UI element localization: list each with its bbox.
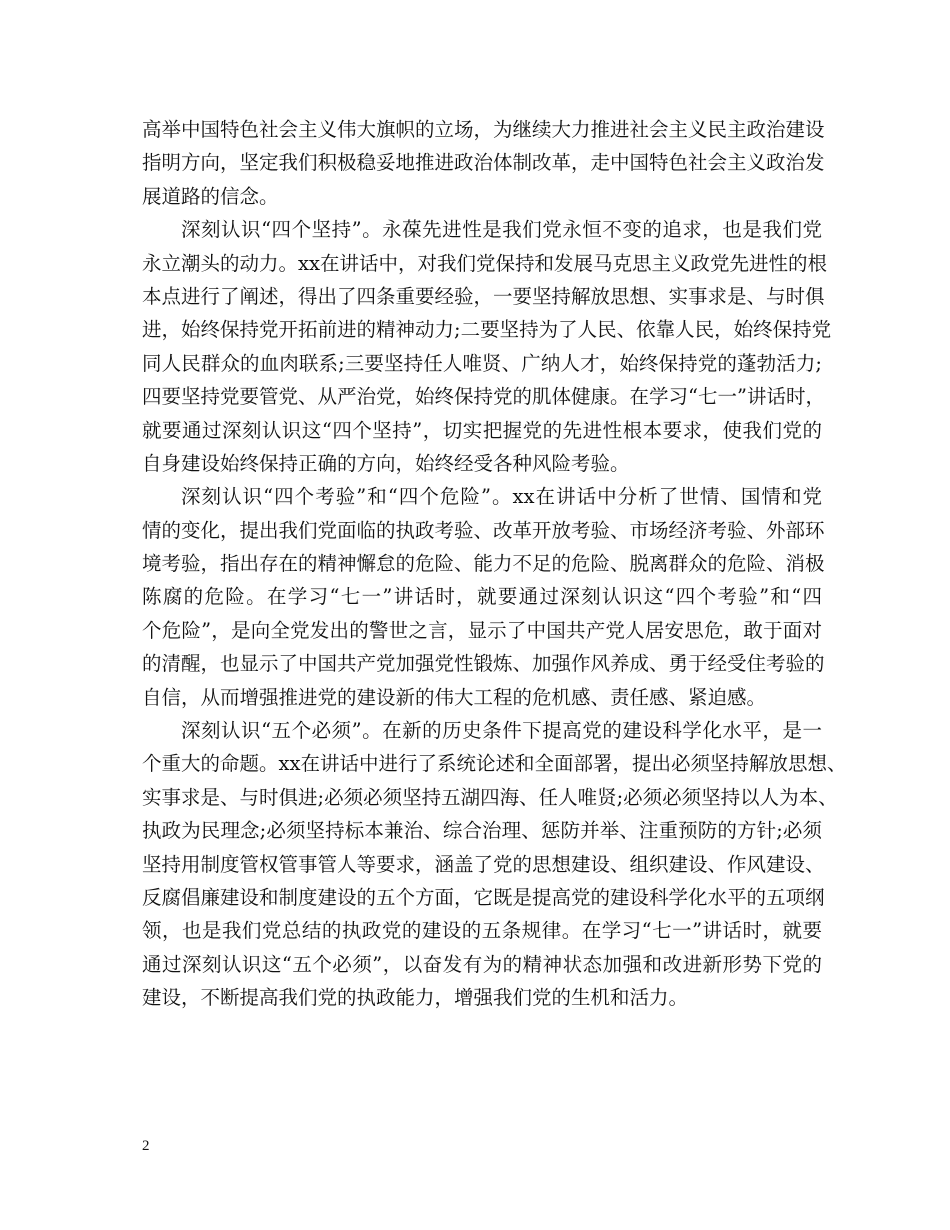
text-line: 坚持用制度管权管事管人等要求，涵盖了党的思想建设、组织建设、作风建设、	[142, 852, 825, 876]
text-line: 实事求是、与时俱进;必须必须坚持五湖四海、任人唯贤;必须必须坚持以人为本、	[142, 785, 838, 809]
text-line: 通过深刻认识这“五个必须”，以奋发有为的精神状态加强和改进新形势下党的	[142, 952, 822, 976]
text-line: 个危险”，是向全党发出的警世之言，显示了中国共产党人居安思危，敢于面对	[142, 618, 822, 642]
text-line: 同人民群众的血肉联系;三要坚持任人唯贤、广纳人才，始终保持党的蓬勃活力;	[142, 351, 822, 375]
text-line: 建设，不断提高我们党的执政能力，增强我们党的生机和活力。	[142, 986, 689, 1010]
paragraph-first-line: 深刻认识“四个考验”和“四个危险”。xx在讲话中分析了世情、国情和党	[181, 485, 822, 509]
text-line: 个重大的命题。xx在讲话中进行了系统论述和全面部署，提出必须坚持解放思想、	[142, 752, 847, 776]
body-text	[142, 113, 847, 1015]
text-line: 自身建设始终保持正确的方向，始终经受各种风险考验。	[142, 451, 630, 475]
text-line: 高举中国特色社会主义伟大旗帜的立场，为继续大力推进社会主义民主政治建设	[142, 118, 825, 141]
text-line: 展道路的信念。	[142, 184, 279, 208]
text-line: 陈腐的危险。在学习“七一”讲话时，就要通过深刻认识这“四个考验”和“四	[142, 585, 822, 609]
text-line: 永立潮头的动力。xx在讲话中，对我们党保持和发展马克思主义政党先进性的根	[142, 251, 827, 275]
text-line: 四要坚持党要管党、从严治党，始终保持党的肌体健康。在学习“七一”讲话时，	[142, 385, 825, 409]
text-line: 领，也是我们党总结的执政党的建设的五条规律。在学习“七一”讲话时，就要	[142, 919, 822, 943]
text-line: 指明方向，坚定我们积极稳妥地推进政治体制改革，走中国特色社会主义政治发	[142, 151, 825, 175]
text-line: 执政为民理念;必须坚持标本兼治、综合治理、惩防并举、注重预防的方针;必须	[142, 819, 822, 843]
text-line: 境考验，指出存在的精神懈怠的危险、能力不足的危险、脱离群众的危险、消极	[142, 552, 825, 576]
paragraph-first-line: 深刻认识“五个必须”。在新的历史条件下提高党的建设科学化水平，是一	[181, 719, 822, 743]
page-number: 2	[142, 1138, 150, 1154]
text-line: 反腐倡廉建设和制度建设的五个方面，它既是提高党的建设科学化水平的五项纲	[142, 885, 825, 909]
text-line: 就要通过深刻认识这“四个坚持”，切实把握党的先进性根本要求，使我们党的	[142, 418, 822, 442]
text-line: 进，始终保持党开拓前进的精神动力;二要坚持为了人民、依靠人民，始终保持党	[142, 318, 832, 342]
paragraph-first-line: 深刻认识“四个坚持”。永葆先进性是我们党永恒不变的追求，也是我们党	[181, 218, 822, 242]
text-line: 本点进行了阐述，得出了四条重要经验，一要坚持解放思想、实事求是、与时俱	[142, 284, 825, 308]
text-line: 的清醒，也显示了中国共产党加强党性锻炼、加强作风养成、勇于经受住考验的	[142, 652, 825, 676]
text-line: 自信，从而增强推进党的建设新的伟大工程的危机感、责任感、紧迫感。	[142, 685, 767, 709]
text-line: 情的变化，提出我们党面临的执政考验、改革开放考验、市场经济考验、外部环	[142, 518, 825, 542]
